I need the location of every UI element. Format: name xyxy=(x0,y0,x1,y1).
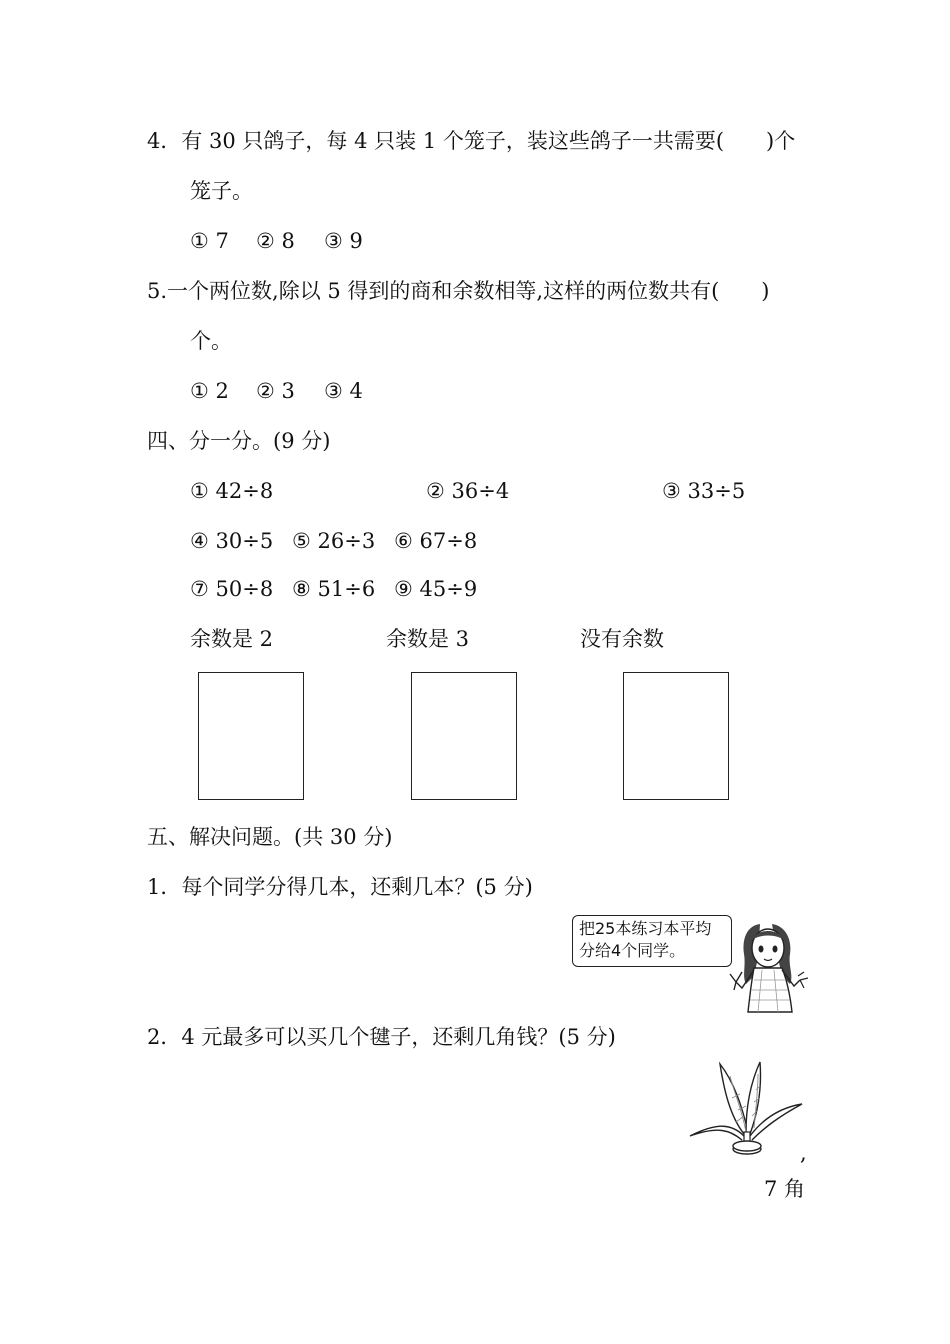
division-item-3: ③ 33÷5 xyxy=(662,479,746,503)
speech-bubble-line2: 分给4个同学。 xyxy=(579,941,686,960)
answer-box-remainder-2[interactable] xyxy=(198,672,304,800)
division-item-1: ① 42÷8 xyxy=(190,479,274,503)
girl-illustration xyxy=(728,918,812,1014)
division-item-8: ⑧ 51÷6 xyxy=(292,577,376,601)
q4-option-3: ③ 9 xyxy=(324,229,363,253)
answer-box-no-remainder[interactable] xyxy=(623,672,729,800)
section5-heading: 五、解决问题。(共 30 分) xyxy=(147,825,393,849)
category-label-no-remainder: 没有余数 xyxy=(580,627,664,651)
category-label-remainder-2: 余数是 2 xyxy=(190,627,274,651)
division-item-7: ⑦ 50÷8 xyxy=(190,577,274,601)
q5-option-2: ② 3 xyxy=(256,379,295,403)
q4-line1: 4．有 30 只鸽子，每 4 只装 1 个笼子，装这些鸽子一共需要( )个 xyxy=(147,129,796,153)
q5-line1: 5.一个两位数,除以 5 得到的商和余数相等,这样的两位数共有( ) xyxy=(147,279,770,303)
division-item-6: ⑥ 67÷8 xyxy=(394,529,478,553)
q4-option-2: ② 8 xyxy=(256,229,295,253)
category-label-remainder-3: 余数是 3 xyxy=(386,627,470,651)
speech-bubble-line1: 把25本练习本平均 xyxy=(579,919,712,938)
q4-line2: 笼子。 xyxy=(190,179,253,203)
division-item-9: ⑨ 45÷9 xyxy=(394,577,478,601)
speech-bubble xyxy=(572,915,732,967)
shuttlecock-illustration xyxy=(688,1060,806,1160)
shuttlecock-price: 7 角 xyxy=(764,1177,806,1201)
q5-option-1: ① 2 xyxy=(190,379,229,403)
problem-2-text: 2．4 元最多可以买几个毽子，还剩几角钱？(5 分) xyxy=(147,1025,616,1049)
division-item-2: ② 36÷4 xyxy=(426,479,510,503)
price-comma: , xyxy=(800,1141,807,1165)
section4-heading: 四、分一分。(9 分) xyxy=(147,429,331,453)
division-item-5: ⑤ 26÷3 xyxy=(292,529,376,553)
q4-option-1: ① 7 xyxy=(190,229,229,253)
problem-1-text: 1．每个同学分得几本，还剩几本？(5 分) xyxy=(147,875,533,899)
division-item-4: ④ 30÷5 xyxy=(190,529,274,553)
q5-option-3: ③ 4 xyxy=(324,379,363,403)
q5-line2: 个。 xyxy=(190,329,232,353)
answer-box-remainder-3[interactable] xyxy=(411,672,517,800)
